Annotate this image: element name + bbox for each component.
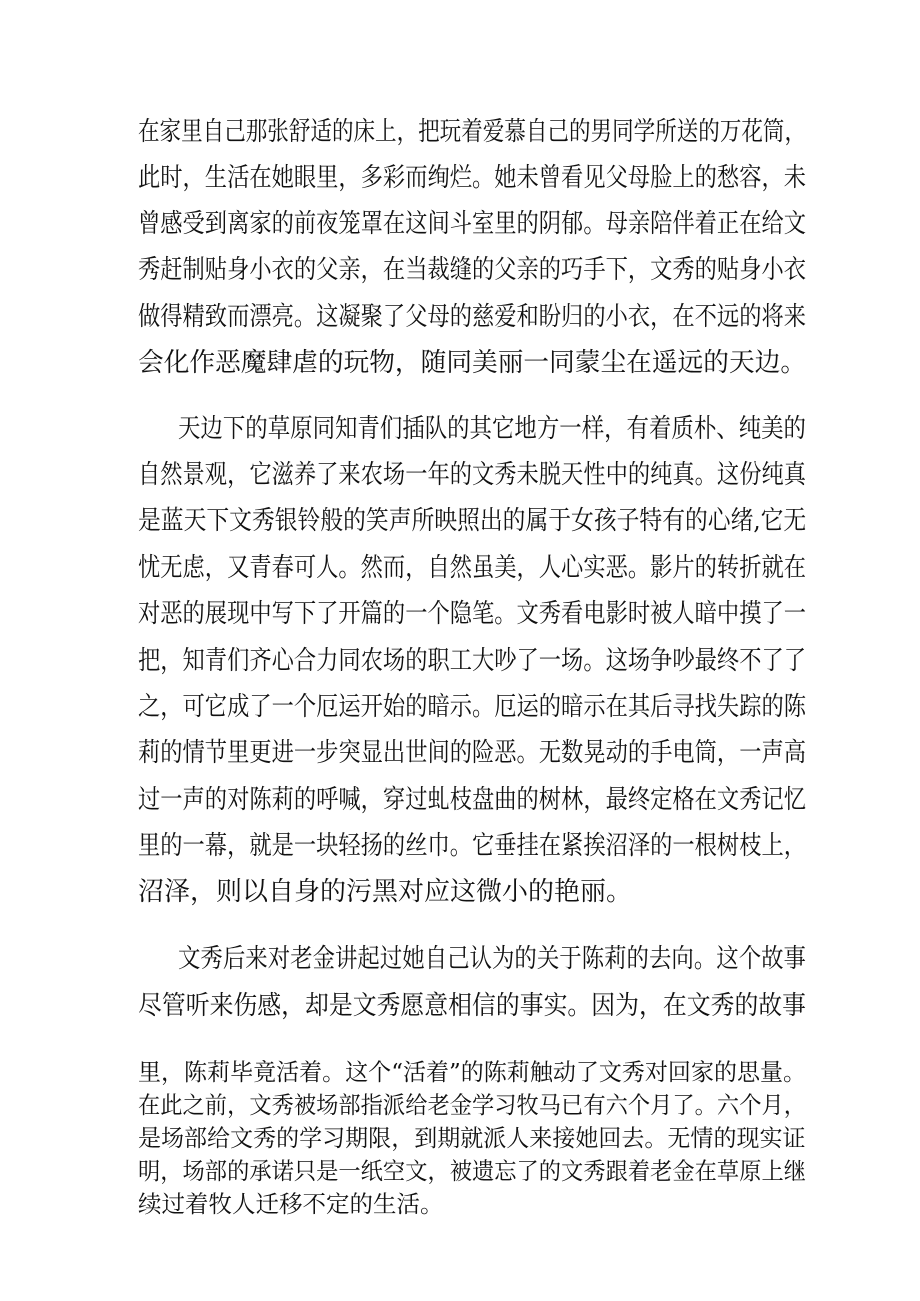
text-line: 在此之前，文秀被场部指派给老金学习牧马已有六个月了。六个月， [138, 1091, 806, 1119]
text-line: 续过着牧人迁移不定的生活。 [138, 1190, 444, 1218]
text-line: 秀赶制贴身小衣的父亲，在当裁缝的父亲的巧手下，文秀的贴身小衣 [138, 255, 807, 285]
text-line: 此时，生活在她眼里，多彩而绚烂。她未曾看见父母脸上的愁容，未 [138, 163, 807, 193]
text-line: 在家里自己那张舒适的床上，把玩着爱慕自己的男同学所送的万花筒， [138, 117, 807, 147]
text-line: 之，可它成了一个厄运开始的暗示。厄运的暗示在其后寻找失踪的陈 [138, 692, 807, 722]
text-line: 过一声的对陈莉的呼喊，穿过虬枝盘曲的树林，最终定格在文秀记忆 [138, 785, 807, 815]
text-line: 是蓝天下文秀银铃般的笑声所映照出的属于女孩子特有的心绪,它无 [138, 506, 807, 536]
text-line: 沼泽，则以自身的污黑对应这微小的艳丽。 [138, 877, 633, 907]
text-line: 曾感受到离家的前夜笼罩在这间斗室里的阴郁。母亲陪伴着正在给文 [138, 209, 807, 239]
text-line: 对恶的展现中写下了开篇的一个隐笔。文秀看电影时被人暗中摸了一 [138, 599, 807, 629]
text-line: 里的一幕，就是一块轻扬的丝巾。它垂挂在紧挨沼泽的一根树枝上， [138, 831, 807, 861]
text-line: 莉的情节里更进一步突显出世间的险恶。无数晃动的手电筒，一声高 [138, 738, 807, 768]
text-line: 文秀后来对老金讲起过她自己认为的关于陈莉的去向。这个故事 [178, 944, 806, 974]
text-line: 明，场部的承诺只是一纸空文，被遗忘了的文秀跟着老金在草原上继 [138, 1157, 806, 1185]
text-line: 做得精致而漂亮。这凝聚了父母的慈爱和盼归的小衣，在不远的将来 [138, 302, 807, 332]
text-line: 是场部给文秀的学习期限，到期就派人来接她回去。无情的现实证 [138, 1124, 806, 1152]
text-line: 自然景观，它滋养了来农场一年的文秀未脱天性中的纯真。这份纯真 [138, 460, 807, 490]
text-line: 忧无虑，又青春可人。然而，自然虽美，人心实恶。影片的转折就在 [138, 553, 807, 583]
text-line: 天边下的草原同知青们插队的其它地方一样，有着质朴、纯美的 [178, 414, 806, 444]
text-line: 会化作恶魔肆虐的玩物，随同美丽一同蒙尘在遥远的天边。 [138, 348, 807, 378]
text-line: 把，知青们齐心合力同农场的职工大吵了一场。这场争吵最终不了了 [138, 646, 807, 676]
text-line: 尽管听来伤感，却是文秀愿意相信的事实。因为，在文秀的故事 [138, 991, 807, 1021]
text-line: 里，陈莉毕竟活着。这个“活着”的陈莉触动了文秀对回家的思量。 [138, 1058, 807, 1086]
